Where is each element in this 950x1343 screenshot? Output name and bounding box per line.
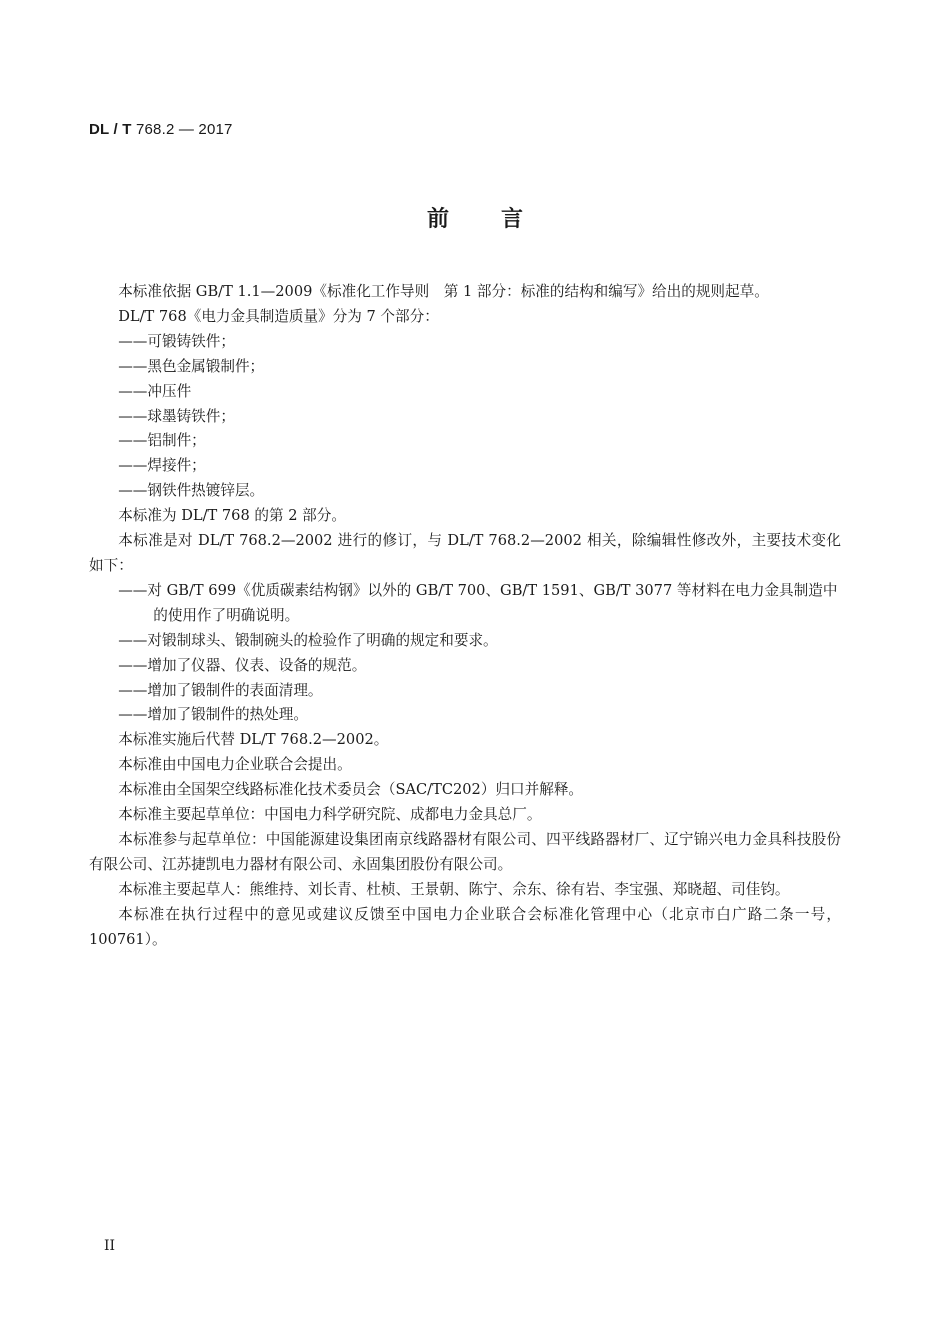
list-item: ——增加了锻制件的热处理。 — [118, 706, 308, 724]
list-item: ——焊接件； — [118, 457, 206, 475]
paragraph-proposed-by: 本标准由中国电力企业联合会提出。 — [118, 756, 352, 774]
list-item: ——球墨铸铁件； — [118, 407, 235, 425]
list-item: ——对锻制球头、锻制碗头的检验作了明确的规定和要求。 — [118, 631, 498, 649]
foreword-body — [89, 280, 841, 952]
list-item: ——钢铁件热镀锌层。 — [118, 482, 265, 500]
document-code-prefix: DL / T — [89, 121, 132, 138]
paragraph-drafting-basis: 本标准依据 GB/T 1.1—2009《标准化工作导则 第 1 部分：标准的结构和编写》给出的规则起草。 — [118, 283, 769, 300]
list-item: ——增加了锻制件的表面清理。 — [118, 681, 323, 699]
page-number: II — [104, 1238, 116, 1254]
paragraph-feedback: 本标准在执行过程中的意见或建议反馈至中国电力企业联合会标准化管理中心（北京市白广路二条一号，100761）。 — [89, 905, 841, 948]
paragraph-part-number: 本标准为 DL/T 768 的第 2 部分。 — [118, 507, 346, 525]
paragraph-revision: 本标准是对 DL/T 768.2—2002 进行的修订，与 DL/T 768.2—2002 相关，除编辑性修改外，主要技术变化如下： — [89, 532, 841, 574]
changes-list — [89, 579, 841, 728]
paragraph-main-drafters: 本标准主要起草人：熊维持、刘长青、杜桢、王景朝、陈宁、佘东、徐有岩、李宝强、郑晓超、司佳钧。 — [118, 880, 790, 898]
list-item: ——冲压件 — [118, 382, 192, 400]
document-code-number: 768.2 — 2017 — [131, 121, 233, 138]
paragraph-participating-units: 本标准参与起草单位：中国能源建设集团南京线路器材有限公司、四平线路器材厂、辽宁锦兴电力金具科技股份有限公司、江苏捷凯电力器材有限公司、永固集团股份有限公司。 — [89, 830, 841, 873]
list-item: ——铝制件； — [118, 432, 206, 450]
paragraph-replaces: 本标准实施后代替 DL/T 768.2—2002。 — [118, 731, 389, 749]
paragraph-parts-intro: DL/T 768《电力金具制造质量》分为 7 个部分： — [118, 307, 439, 325]
parts-list — [89, 330, 841, 504]
paragraph-main-drafting-units: 本标准主要起草单位：中国电力科学研究院、成都电力金具总厂。 — [118, 806, 542, 824]
list-item: ——黑色金属锻制件； — [118, 357, 265, 375]
list-item: ——可锻铸铁件； — [118, 332, 235, 350]
document-code — [89, 121, 233, 138]
list-item: ——对 GB/T 699《优质碳素结构钢》以外的 GB/T 700、GB/T 1591、GB/T 3077 等材料在电力金具制造中的使用作了明确说明。 — [118, 581, 838, 624]
paragraph-interpreted-by: 本标准由全国架空线路标准化技术委员会（SAC/TC202）归口并解释。 — [118, 781, 584, 799]
page-title: 前言 — [426, 207, 575, 232]
list-item: ——增加了仪器、仪表、设备的规范。 — [118, 656, 367, 674]
